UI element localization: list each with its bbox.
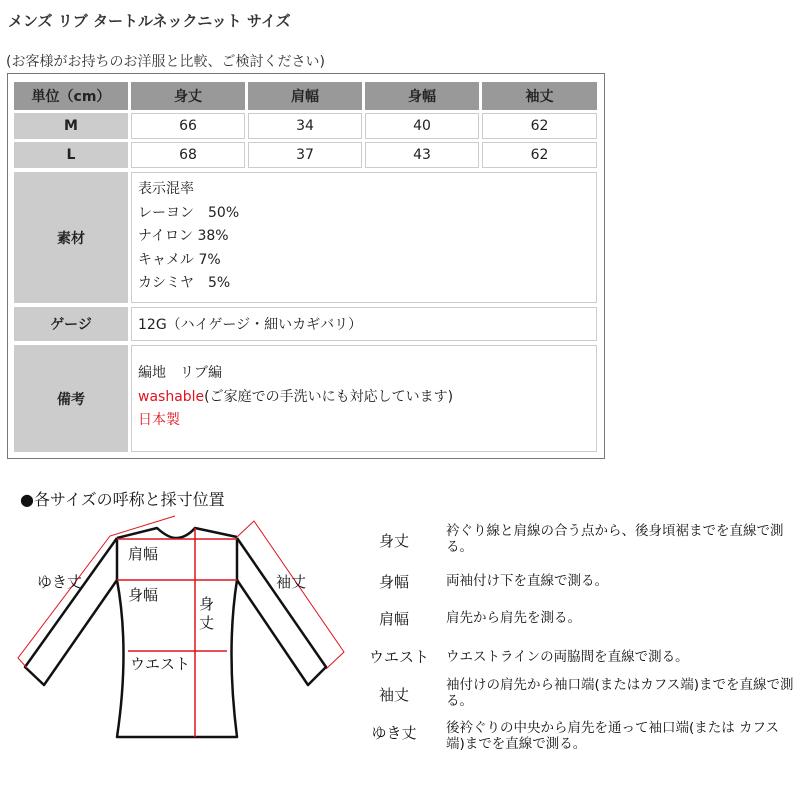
sleeve-line <box>237 521 344 669</box>
def-desc-sleeve: 袖付けの肩先から袖口端(またはカフス端)までを直線で測る。 <box>446 677 794 709</box>
washable-note: (ご家庭での手洗いにも対応しています) <box>204 388 454 405</box>
def-term-length: 身丈 <box>378 532 409 550</box>
l-length: 68 <box>131 142 245 168</box>
label-shoulder: 肩幅 <box>128 545 159 563</box>
m-length: 66 <box>131 113 245 139</box>
size-m: M <box>14 113 128 139</box>
size-l: L <box>14 142 128 168</box>
notes-label: 備考 <box>14 345 128 452</box>
def-term-waist: ウエスト <box>368 648 429 666</box>
def-term-yuki: ゆき丈 <box>371 724 417 742</box>
def-desc-length: 衿ぐり線と肩線の合う点から、後身頃裾までを直線で測る。 <box>446 523 784 555</box>
knit-type: 編地 リブ編 <box>138 365 222 381</box>
material-line: キャメル 7% <box>138 251 221 268</box>
label-yuki: ゆき丈 <box>37 573 83 591</box>
subtitle: (お客様がお持ちのお洋服と比較、ご検討ください) <box>6 54 325 70</box>
l-sleeve: 62 <box>482 142 597 168</box>
def-desc-waist: ウエストラインの両脇間を直線で測る。 <box>446 649 689 665</box>
page-title: メンズ リブ タートルネックニット サイズ <box>8 12 291 30</box>
m-sleeve: 62 <box>482 113 597 139</box>
m-shoulder: 34 <box>248 113 362 139</box>
def-term-sleeve: 袖丈 <box>378 686 409 704</box>
washable-label: washable <box>138 388 205 405</box>
label-length-1: 身 <box>199 595 215 613</box>
material-label: 素材 <box>14 172 128 303</box>
m-chest: 40 <box>365 113 479 139</box>
header-chest: 身幅 <box>365 82 479 110</box>
label-waist: ウエスト <box>130 655 191 673</box>
diagram-section-title: ●各サイズの呼称と採寸位置 <box>20 490 225 509</box>
made-in-japan: 日本製 <box>138 412 180 428</box>
header-unit: 単位（cm） <box>14 82 128 110</box>
def-term-chest: 身幅 <box>378 573 409 591</box>
gauge-label: ゲージ <box>14 307 128 341</box>
def-term-shoulder: 肩幅 <box>378 610 409 628</box>
material-line: カシミヤ 5% <box>138 275 231 291</box>
header-length: 身丈 <box>131 82 245 110</box>
material-line: ナイロン 38% <box>138 228 229 244</box>
header-shoulder: 肩幅 <box>248 82 362 110</box>
measurement-lines <box>18 516 344 737</box>
l-chest: 43 <box>365 142 479 168</box>
material-line: 表示混率 <box>138 181 194 197</box>
label-length-2: 丈 <box>199 614 215 632</box>
material-line: レーヨン 50% <box>138 204 240 221</box>
def-desc-shoulder: 肩先から肩先を測る。 <box>446 610 581 626</box>
gauge-value: 12G（ハイゲージ・細いカギバリ） <box>131 307 597 341</box>
l-shoulder: 37 <box>248 142 362 168</box>
label-chest: 身幅 <box>128 586 159 604</box>
def-desc-chest: 両袖付け下を直線で測る。 <box>446 573 608 589</box>
label-sleeve: 袖丈 <box>276 573 307 591</box>
def-desc-yuki: 後衿ぐりの中央から肩先を通って袖口端(または カフス端)までを直線で測る。 <box>446 720 780 752</box>
header-sleeve: 袖丈 <box>482 82 597 110</box>
